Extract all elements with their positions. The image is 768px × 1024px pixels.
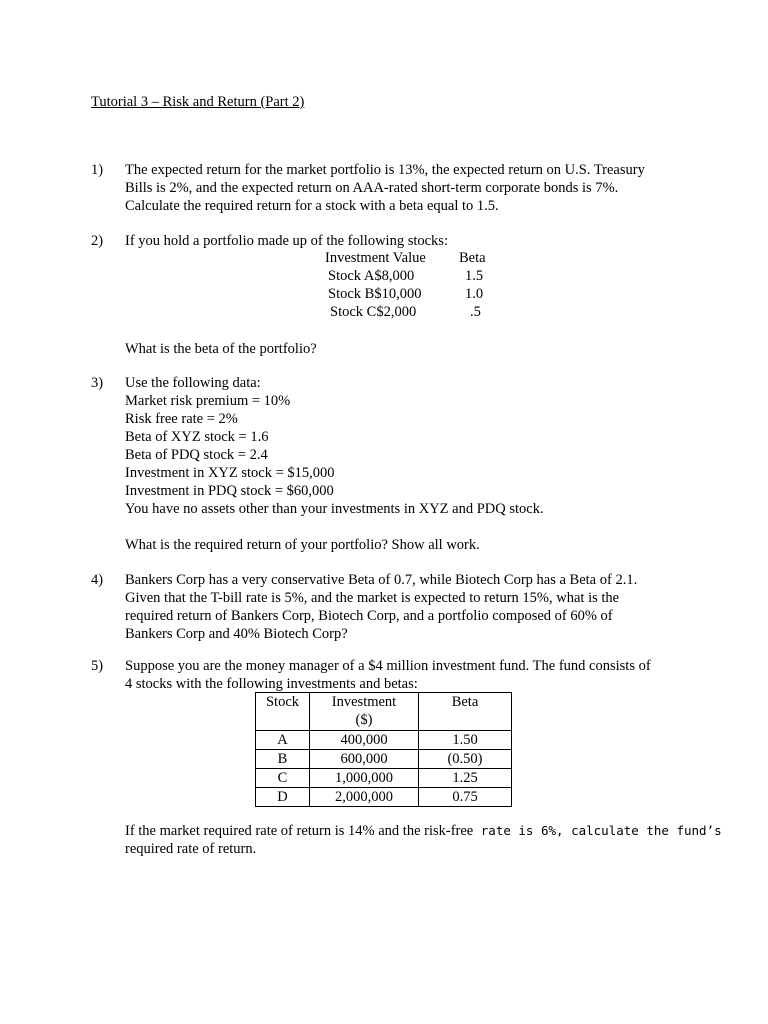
table-header-row xyxy=(256,693,512,731)
table-cell: .5 xyxy=(470,304,481,320)
table-cell: 1.50 xyxy=(419,731,512,750)
header-investment-value: Investment Value xyxy=(325,250,426,266)
question-text xyxy=(125,161,685,215)
table-cell: B xyxy=(256,750,310,769)
header-beta: Beta xyxy=(419,693,512,731)
table-row xyxy=(325,303,495,321)
table-cell: (0.50) xyxy=(419,750,512,769)
text-line: Beta of PDQ stock = 2.4 xyxy=(125,447,268,463)
text-line xyxy=(125,822,722,840)
text-line: The expected return for the market portfolio is 13%, the expected return on U.S. Treasury xyxy=(125,162,645,178)
table-cell: C xyxy=(256,769,310,788)
table-cell: 1,000,000 xyxy=(310,769,419,788)
text-line: What is the beta of the portfolio? xyxy=(125,341,317,357)
investment-table xyxy=(255,692,512,807)
portfolio-table xyxy=(325,249,495,321)
table-cell: 1.0 xyxy=(465,286,484,302)
text-line: Investment in PDQ stock = $60,000 xyxy=(125,483,334,499)
question-number: 5) xyxy=(91,658,104,674)
table-row xyxy=(256,750,512,769)
header-investment-line: Investment xyxy=(331,694,397,710)
table-cell: 1.25 xyxy=(419,769,512,788)
text-line: required rate of return. xyxy=(125,841,257,857)
question-number: 4) xyxy=(91,572,104,588)
header-investment-unit: ($) xyxy=(355,712,373,728)
table-cell: 600,000 xyxy=(310,750,419,769)
table-cell: 2,000,000 xyxy=(310,788,419,807)
question-number: 2) xyxy=(91,233,104,249)
text-line: Bankers Corp and 40% Biotech Corp? xyxy=(125,626,348,642)
text-line: required return of Bankers Corp, Biotech Corp, and a portfolio composed of 60% of xyxy=(125,608,613,624)
table-row xyxy=(325,285,495,303)
text-line: Given that the T-bill rate is 5%, and the market is expected to return 15%, what is the xyxy=(125,590,620,606)
header-stock: Stock xyxy=(256,693,310,731)
text-line: Beta of XYZ stock = 1.6 xyxy=(125,429,269,445)
text-line: Bills is 2%, and the expected return on AAA-rated short-term corporate bonds is 7%. xyxy=(125,180,619,196)
header-investment xyxy=(310,693,419,731)
table-cell: A xyxy=(256,731,310,750)
question-number: 3) xyxy=(91,375,104,391)
text-line: You have no assets other than your investments in XYZ and PDQ stock. xyxy=(125,501,544,517)
table-row xyxy=(256,769,512,788)
header-beta: Beta xyxy=(459,250,486,266)
page-title: Tutorial 3 – Risk and Return (Part 2) xyxy=(91,94,305,110)
table-cell: 1.5 xyxy=(465,268,484,284)
text-line: Investment in XYZ stock = $15,000 xyxy=(125,465,335,481)
table-row xyxy=(256,731,512,750)
question-text xyxy=(125,374,685,554)
question-number: 1) xyxy=(91,162,104,178)
text-line: What is the required return of your portfolio? Show all work. xyxy=(125,537,480,553)
table-cell: 400,000 xyxy=(310,731,419,750)
text-line: Bankers Corp has a very conservative Beta of 0.7, while Biotech Corp has a Beta of 2.1. xyxy=(125,572,638,588)
table-cell: 0.75 xyxy=(419,788,512,807)
table-cell: Stock A$8,000 xyxy=(328,268,415,284)
table-cell: Stock C$2,000 xyxy=(330,304,417,320)
prompt-part-1: If the market required rate of return is 14% and the risk-free xyxy=(125,823,474,839)
question-text xyxy=(125,232,685,250)
question-text xyxy=(125,657,685,693)
text-line: Suppose you are the money manager of a $4 million investment fund. The fund consists of xyxy=(125,658,651,674)
text-line: Market risk premium = 10% xyxy=(125,393,291,409)
table-cell: Stock B$10,000 xyxy=(328,286,422,302)
prompt-part-2: rate is 6%, calculate the fund’s xyxy=(473,823,722,838)
text-line: Risk free rate = 2% xyxy=(125,411,238,427)
table-cell: D xyxy=(256,788,310,807)
text-line: If you hold a portfolio made up of the following stocks: xyxy=(125,233,448,249)
text-line: Calculate the required return for a stock with a beta equal to 1.5. xyxy=(125,198,499,214)
text-line: 4 stocks with the following investments and betas: xyxy=(125,676,418,692)
question-text xyxy=(125,571,685,643)
table-header-row xyxy=(325,249,495,267)
table-row xyxy=(256,788,512,807)
text-line: Use the following data: xyxy=(125,375,261,391)
table-row xyxy=(325,267,495,285)
